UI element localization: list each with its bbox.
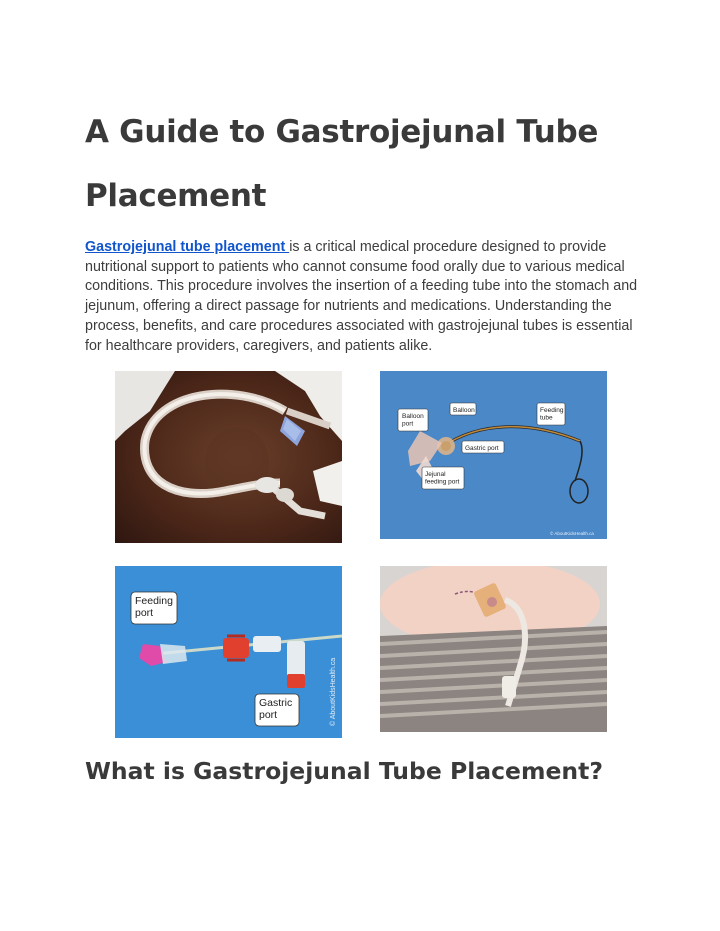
svg-text:Balloonport: Balloon port xyxy=(402,413,424,428)
gastric-port-label xyxy=(255,694,299,726)
gastric-port-label xyxy=(462,441,504,453)
balloon-label xyxy=(450,403,476,415)
gj-tube-diagram xyxy=(380,371,607,539)
svg-text:Feedingtube: Feeding tube xyxy=(540,407,564,422)
ports-credit: © AboutKidsHealth.ca xyxy=(330,657,337,726)
section-heading: What is Gastrojejunal Tube Placement? xyxy=(85,757,603,785)
svg-text:Jejunalfeeding port: Jejunal feeding port xyxy=(425,471,460,486)
svg-text:Feedingport: Feeding port xyxy=(135,595,173,620)
balloon-port-label xyxy=(398,409,428,431)
intro-paragraph xyxy=(85,238,645,356)
child-abdomen-photo xyxy=(380,566,607,732)
svg-text:Gastric port: Gastric port xyxy=(465,445,499,452)
feeding-port-label xyxy=(131,592,177,624)
feeding-tube-label xyxy=(537,403,565,425)
diagram-credit: © AboutKidsHealth.ca xyxy=(550,531,594,536)
feeding-ports-photo xyxy=(115,566,342,738)
intro-text: is a critical medical procedure designed to provide nutritional support to patients who cannot consume food orally due to various medical conditions. This procedure involves the insertion of a feeding tube into the stomach and jejunum, offering a direct passage for nutrients and medications. Understanding the process, benefits, and care procedures associated with gastrojejunal tubes is essential for healthcare providers, caregivers, and patients alike. xyxy=(85,239,638,354)
intro-link[interactable]: Gastrojejunal tube placement xyxy=(85,239,290,255)
page-title: A Guide to Gastrojejunal Tube Placement xyxy=(85,114,599,214)
svg-text:Gastricport: Gastric port xyxy=(259,697,293,722)
svg-text:Balloon: Balloon xyxy=(453,407,475,414)
abdomen-tube-photo xyxy=(115,371,342,543)
jejunal-port-label xyxy=(422,467,464,489)
